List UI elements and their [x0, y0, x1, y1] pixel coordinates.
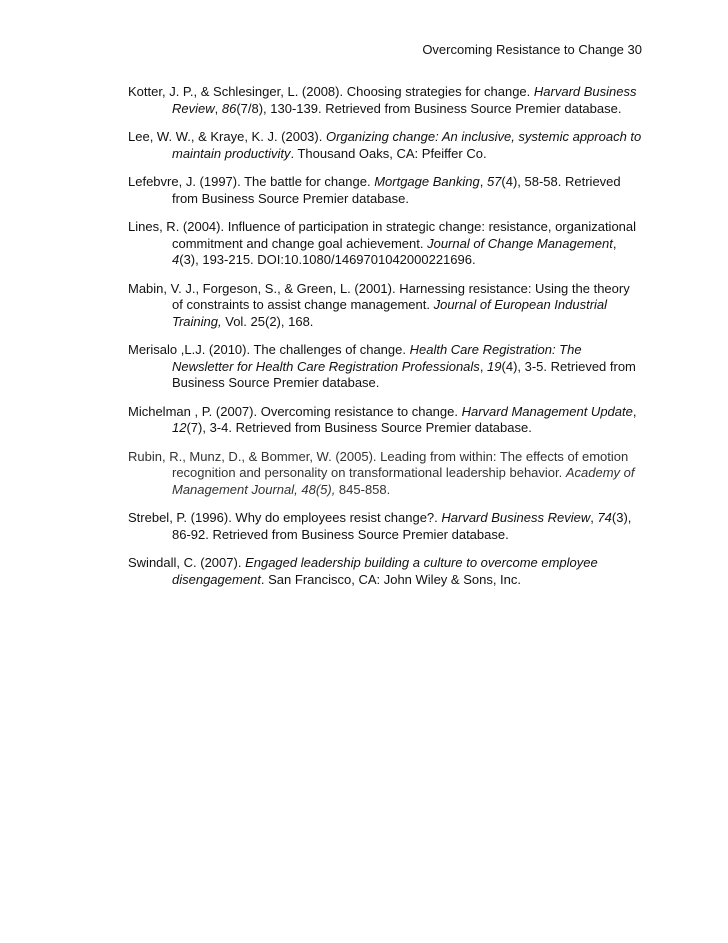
reference-source: Engaged leadership building a culture to overcome employee disengagement — [172, 555, 598, 587]
reference-volume: 12 — [172, 420, 187, 435]
reference-pages: (3), 193-215. DOI:10.1080/1469701042000221696. — [179, 252, 476, 267]
reference-entry — [128, 129, 644, 162]
reference-entry — [128, 510, 644, 543]
reference-volume: 74 — [597, 510, 612, 525]
reference-entry — [128, 404, 644, 437]
reference-volume: 19 — [487, 358, 502, 374]
reference-source: Journal of European Industrial Training, — [172, 297, 608, 329]
reference-entry — [128, 174, 644, 207]
reference-separator: , — [214, 100, 222, 116]
reference-separator: , — [612, 235, 617, 251]
reference-source: Organizing change: An inclusive, systemic approach to maintain productivity — [172, 129, 642, 161]
reference-source: Journal of Change Management — [427, 235, 613, 251]
reference-authors-title: Lines, R. (2004). Influence of participation in strategic change: resistance, organizational commitment and change goal achievement. — [128, 219, 637, 251]
running-head: Overcoming Resistance to Change 30 — [422, 42, 642, 57]
reference-pages: (4), 3-5. Retrieved from Business Source Premier database. — [172, 358, 636, 390]
reference-volume: 4 — [172, 252, 180, 267]
reference-entry — [128, 219, 644, 269]
reference-separator: , — [590, 510, 598, 525]
reference-entry — [128, 281, 644, 331]
reference-pages: (7), 3-4. Retrieved from Business Source Premier database. — [186, 420, 532, 435]
reference-separator: . San Francisco, CA: John Wiley & Sons, Inc. — [260, 571, 522, 587]
reference-source: Harvard Business Review — [172, 84, 637, 116]
reference-source: Mortgage Banking — [374, 174, 480, 189]
reference-authors-title: Swindall, C. (2007). — [128, 555, 246, 570]
reference-volume: 57 — [486, 174, 502, 189]
reference-separator: Vol. 25(2), 168. — [221, 313, 314, 329]
reference-authors-title: Strebel, P. (1996). Why do employees resist change?. — [128, 510, 442, 525]
reference-authors-title: Mabin, V. J., Forgeson, S., & Green, L. (2001). Harnessing resistance: Using the theory of constraints to assist change management. — [128, 280, 630, 312]
reference-authors-title: Lefebvre, J. (1997). The battle for change. — [128, 174, 375, 189]
reference-source: Academy of Management Journal, 48(5), — [172, 465, 635, 497]
reference-separator: , — [632, 403, 637, 419]
reference-separator: , — [479, 174, 487, 189]
reference-authors-title: Rubin, R., Munz, D., & Bommer, W. (2005). Leading from within: The effects of emotion recognition and personality on transformational leadership behavior. — [128, 448, 629, 480]
reference-pages: (3), 86-92. Retrieved from Business Source Premier database. — [172, 510, 632, 542]
reference-source: Health Care Registration: The Newsletter for Health Care Registration Professionals — [172, 342, 582, 374]
reference-entry — [128, 555, 644, 588]
reference-list — [128, 84, 644, 600]
reference-authors-title: Kotter, J. P., & Schlesinger, L. (2008). Choosing strategies for change. — [128, 84, 534, 99]
reference-source: Harvard Management Update — [461, 403, 633, 419]
reference-pages: (4), 58-58. Retrieved from Business Source Premier database. — [172, 174, 621, 206]
reference-entry — [128, 449, 644, 499]
reference-separator: . Thousand Oaks, CA: Pfeiffer Co. — [290, 145, 487, 161]
reference-entry — [128, 342, 644, 392]
reference-entry — [128, 84, 644, 117]
reference-volume: 86 — [221, 100, 237, 116]
reference-separator: 845-858. — [335, 481, 391, 497]
reference-pages: (7/8), 130-139. Retrieved from Business Source Premier database. — [236, 100, 622, 116]
reference-authors-title: Michelman , P. (2007). Overcoming resistance to change. — [128, 403, 462, 419]
reference-authors-title: Lee, W. W., & Kraye, K. J. (2003). — [128, 129, 326, 144]
reference-authors-title: Merisalo ,L.J. (2010). The challenges of change. — [128, 342, 410, 357]
reference-separator: , — [479, 358, 488, 374]
reference-source: Harvard Business Review — [441, 510, 591, 525]
